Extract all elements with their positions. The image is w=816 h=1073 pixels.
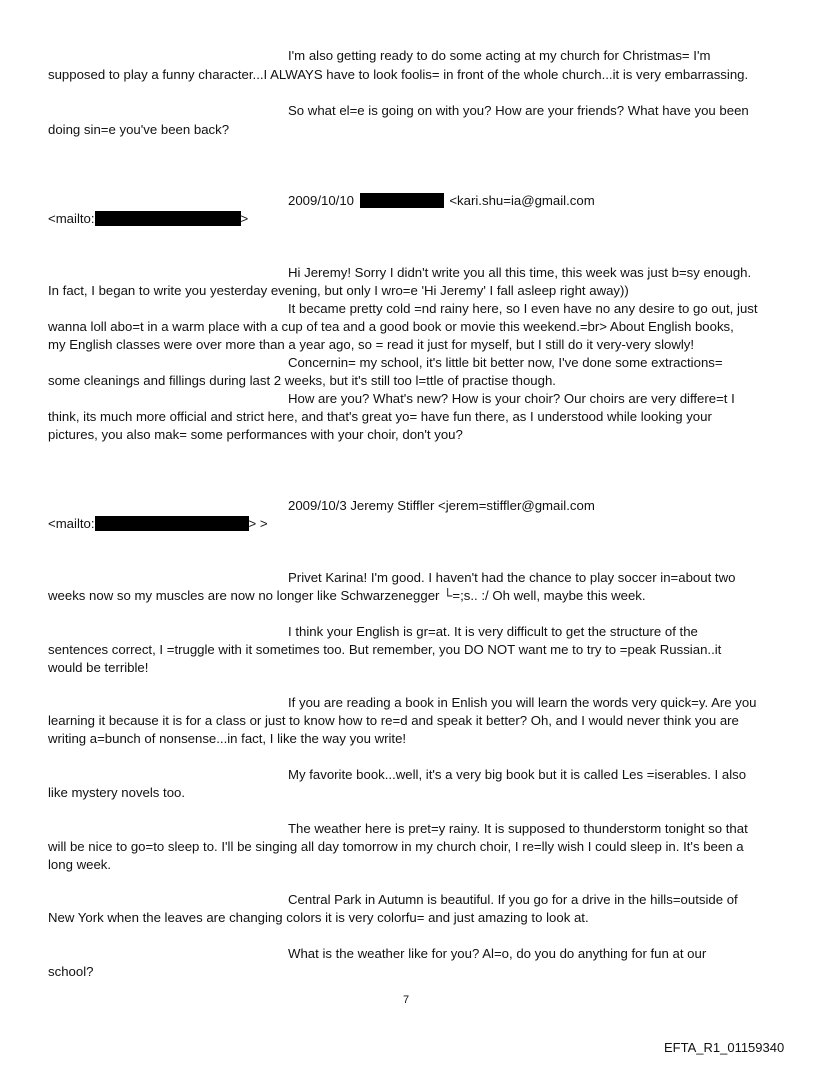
- text-line: My favorite book...well, it's a very big book but it is called Les =iserables. I also: [288, 767, 747, 782]
- mailto-label: <mailto:: [48, 516, 95, 531]
- redaction-block: [95, 516, 249, 531]
- text-line: How are you? What's new? How is your choir? Our choirs are very differe=t I: [288, 391, 735, 406]
- text-line: New York when the leaves are changing colors it is very colorfu= and just amazing to look at.: [48, 910, 589, 925]
- text-line: some cleanings and fillings during last 2 weeks, but it's still too l=ttle of practise though.: [48, 373, 556, 388]
- text-line: think, its much more official and strict here, and that's great yo= have fun there, as I understood while looking your: [48, 409, 712, 424]
- redaction-block: [360, 193, 444, 208]
- text-line: If you are reading a book in Enlish you will learn the words very quick=y. Are you: [288, 695, 757, 710]
- mailto-close: > >: [248, 516, 268, 531]
- mailto-line: [48, 514, 788, 533]
- text-line: will be nice to go=to sleep to. I'll be singing all day tomorrow in my church choir, I re=lly wish I could sleep in. It's been a: [48, 839, 744, 854]
- text-line: It became pretty cold =nd rainy here, so I even have no any desire to go out, just: [288, 301, 758, 316]
- redaction-block: [95, 211, 241, 226]
- text-line: supposed to play a funny character...I ALWAYS have to look foolis= in front of the whole church...it is very embarrassing.: [48, 67, 749, 82]
- text-line: would be terrible!: [48, 660, 149, 675]
- text-line: like mystery novels too.: [48, 785, 186, 800]
- email-header-line: 2009/10/3 Jeremy Stiffler <jerem=stiffler@gmail.com: [288, 498, 595, 513]
- document-id-footer: EFTA_R1_01159340: [664, 1040, 785, 1055]
- text-line: In fact, I began to write you yesterday evening, but only I wro=e 'Hi Jeremy' I fall asleep right away)): [48, 283, 629, 298]
- text-line: wanna loll abo=t in a warm place with a cup of tea and a good book or movie this weekend.=br> About English books,: [48, 319, 734, 334]
- text-line: Privet Karina! I'm good. I haven't had the chance to play soccer in=about two: [288, 570, 736, 585]
- text-line: Central Park in Autumn is beautiful. If you go for a drive in the hills=outside of: [288, 892, 738, 907]
- header-date: 2009/10/10: [288, 193, 355, 208]
- email-header-line: [288, 191, 816, 210]
- text-line: So what el=e is going on with you? How are your friends? What have you been: [288, 103, 749, 118]
- text-line: The weather here is pret=y rainy. It is supposed to thunderstorm tonight so that: [288, 821, 748, 836]
- mailto-line: [48, 209, 788, 228]
- text-line: What is the weather like for you? Al=o, do you do anything for fun at our: [288, 946, 707, 961]
- text-line: weeks now so my muscles are now no longer like Schwarzenegger └=;s.. :/ Oh well, maybe this week.: [48, 588, 646, 603]
- text-line: learning it because it is for a class or just to know how to re=d and speak it better? Oh, and I would never think you are: [48, 713, 739, 728]
- text-line: pictures, you also mak= some performances with your choir, don't you?: [48, 427, 463, 442]
- text-line: Hi Jeremy! Sorry I didn't write you all this time, this week was just b=sy enough.: [288, 265, 752, 280]
- text-line: I think your English is gr=at. It is very difficult to get the structure of the: [288, 624, 698, 639]
- text-line: writing a=bunch of nonsense...in fact, I like the way you write!: [48, 731, 407, 746]
- text-line: Concernin= my school, it's little bit better now, I've done some extractions=: [288, 355, 723, 370]
- text-line: school?: [48, 964, 94, 979]
- text-line: sentences correct, I =truggle with it sometimes too. But remember, you DO NOT want me to try to =peak Russian..it: [48, 642, 722, 657]
- mailto-label: <mailto:: [48, 211, 95, 226]
- mailto-close: >: [240, 211, 249, 226]
- page-number: 7: [403, 994, 410, 1006]
- header-email: <kari.shu=ia@gmail.com: [449, 193, 595, 208]
- text-line: long week.: [48, 857, 112, 872]
- text-line: doing sin=e you've been back?: [48, 122, 230, 137]
- text-line: my English classes were over more than a year ago, so = read it just for myself, but I still do it very-very slowly!: [48, 337, 695, 352]
- text-line: I'm also getting ready to do some acting at my church for Christmas= I'm: [288, 48, 711, 63]
